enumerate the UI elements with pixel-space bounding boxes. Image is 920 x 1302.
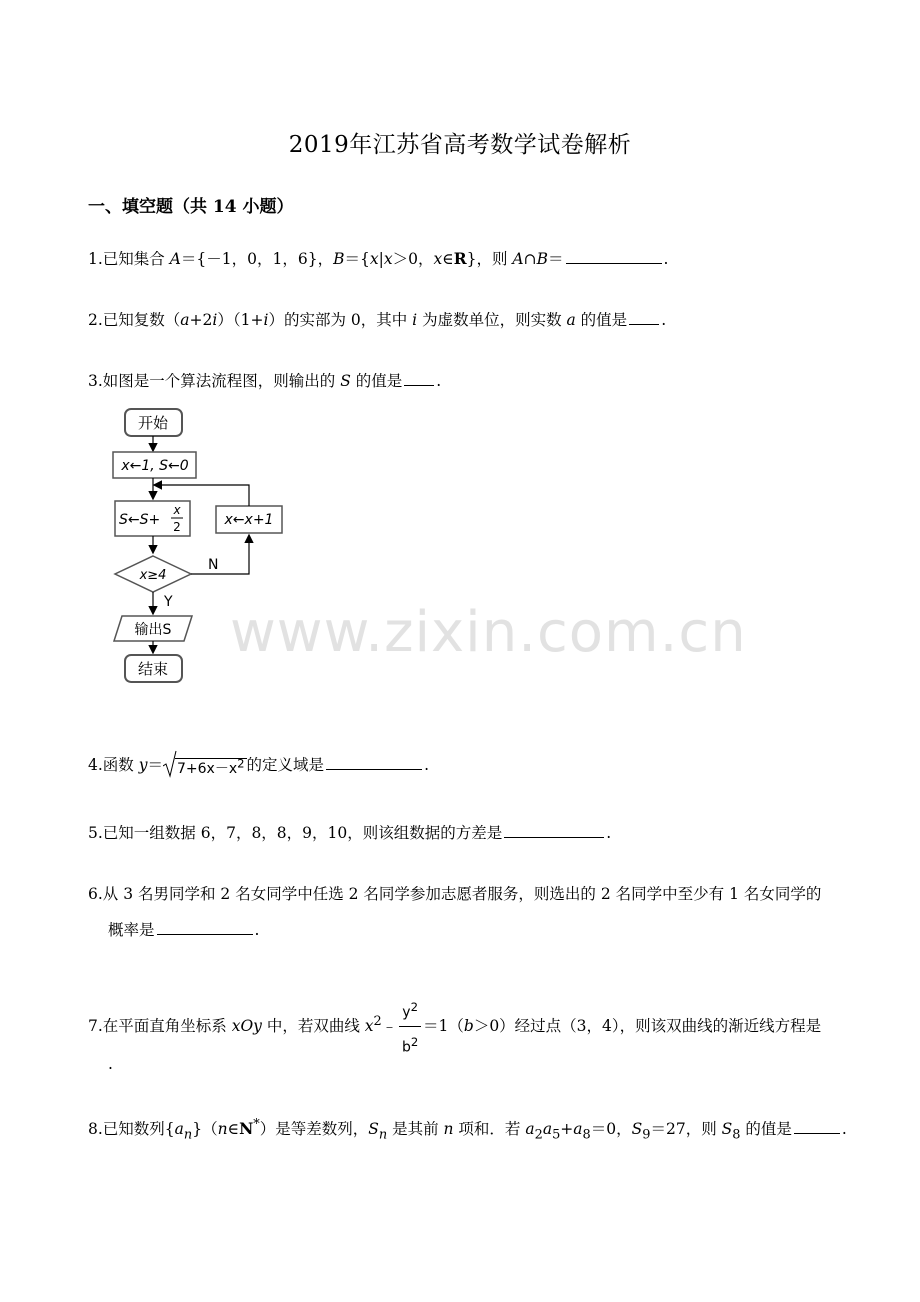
- question-7-continued: .: [108, 1055, 113, 1073]
- flow-step-frac-den: 2: [173, 520, 181, 534]
- answer-blank: [404, 371, 434, 386]
- answer-blank: [326, 755, 422, 770]
- flow-start-label: 开始: [137, 414, 169, 432]
- answer-blank: [794, 1119, 840, 1134]
- answer-blank: [504, 823, 604, 838]
- answer-blank: [629, 310, 659, 325]
- sqrt-expression: $7+6x-x^2$: [163, 752, 247, 780]
- question-4: 4.函数 y＝ $7+6x-x^2$ 的定义域是 .: [88, 752, 429, 780]
- flow-step-frac-num: x: [173, 503, 181, 517]
- flow-output-label: 输出S: [134, 622, 172, 638]
- question-1: 1.已知集合 A＝{－1，0，1，6}，B＝{x|x＞0，x∈R}，则 A∩B＝ .: [88, 249, 669, 268]
- flow-yes-label: Y: [164, 594, 173, 610]
- flow-no-line: [191, 536, 249, 574]
- question-7: 7.在平面直角坐标系 xOy 中，若双曲线 $x^2﹣$ $\frac{y^2}{b^2}$ ＝1（b＞0）经过点（3，4），则该双曲线的渐近线方程是: [88, 996, 821, 1058]
- question-8: 8.已知数列$\{a_n\}(n\in N^*)$是等差数列，$S_n$ 是其前 n 项和．若 $a_2a_5+a_8=0$，$S_9=27$，则 $S_8$ 的值是 .: [88, 1117, 847, 1143]
- section-heading: 一、填空题（共 14 小题）: [88, 197, 294, 217]
- flow-init-label: x←1, S←0: [121, 458, 189, 474]
- question-6-continued: 概率是 .: [108, 921, 260, 939]
- flow-increment-label: x←x+1: [224, 512, 274, 528]
- question-3: 3.如图是一个算法流程图，则输出的 S 的值是 .: [88, 372, 442, 390]
- flow-no-label: N: [208, 557, 219, 573]
- fraction: $\frac{y^2}{b^2}$: [399, 996, 421, 1058]
- question-5: 5.已知一组数据 6，7，8，8，9，10，则该组数据的方差是 .: [88, 824, 612, 842]
- question-2: 2.已知复数（a+2i）（1+i）的实部为 0，其中 i 为虚数单位，则实数 a 的值是 .: [88, 311, 667, 329]
- answer-blank: [157, 920, 253, 935]
- answer-blank: [566, 249, 662, 264]
- flow-step-label: S←S+: [119, 512, 161, 528]
- question-6: 6.从 3 名男同学和 2 名女同学中任选 2 名同学参加志愿者服务，则选出的 2 名同学中至少有 1 名女同学的: [88, 885, 822, 903]
- radical-sign: [163, 750, 177, 778]
- algorithm-flowchart: [100, 400, 300, 690]
- watermark: www.zixin.com.cn: [230, 600, 747, 665]
- page-title: 2019年江苏省高考数学试卷解析: [288, 132, 632, 158]
- flow-decision-label: x≥4: [139, 568, 167, 583]
- flow-end-label: 结束: [137, 660, 169, 678]
